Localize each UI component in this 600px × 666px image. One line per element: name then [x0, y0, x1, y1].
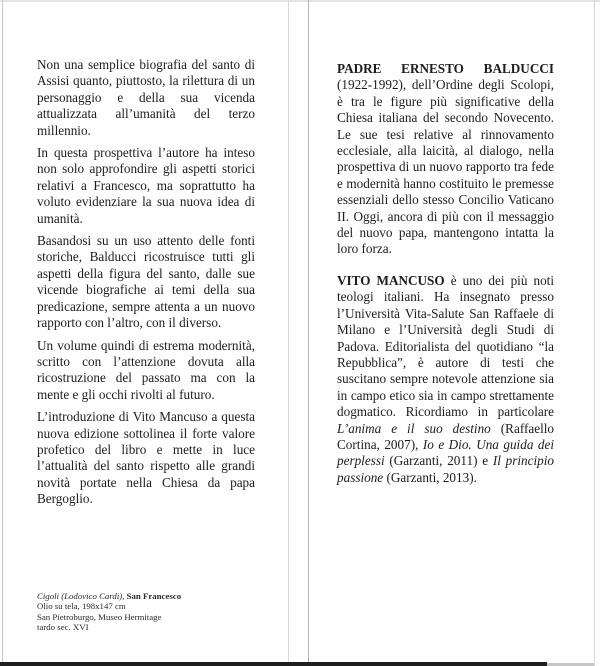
scan-right-edge [594, 0, 595, 666]
scan-bottom-edge-shadow [0, 662, 547, 666]
author-name-mancuso: VITO MANCUSO [337, 272, 445, 288]
book-title: Il principio passione [337, 453, 554, 485]
book-title: L’anima e il suo destino [337, 420, 491, 436]
flap-paragraph: Un volume quindi di estrema modernità, scritto con l’attenzione dovuta alla ricostruzione del passato ma con la mente e gli occhi rivolti al futuro. [37, 337, 255, 402]
bio-text: (Garzanti, 2013). [383, 469, 477, 485]
left-flap-text [37, 57, 255, 514]
caption-artwork-title: San Francesco [126, 591, 182, 601]
caption-location: San Pietroburgo, Museo Hermitage [37, 611, 162, 622]
scan-top-edge [0, 0, 600, 2]
artwork-caption [37, 591, 267, 633]
flap-paragraph: L’introduzione di Vito Mancuso a questa nuova edizione sottolinea il forte valore profetico del libro e mette in luce l’attualità del santo rispetto alle grandi novità portate nella Chiesa da papa Bergoglio. [37, 409, 255, 507]
spine-fold-line-left [288, 0, 289, 666]
book-title: Io e Dio. Una guida dei perplessi [337, 436, 554, 469]
bio-text: (1922-1992), dell’Ordine degli Scolopi, è tra le figure più significative della Chiesa italiana del secondo Novecento. Le sue tesi relative al rinnovamento ecclesiale, alla laicità, al dialogo, nella prospettiva di un nuovo rapporto tra fede e modernità hanno costituito le premesse essenziali dello stesso Concilio Vaticano II. Oggi, ancora di più con il messaggio del nuovo papa, mantengono intatta la loro forza. [337, 77, 554, 257]
bio-text: è uno dei più noti teologi italiani. Ha insegnato presso l’Università Vita-Salute San Raffaele di Milano e l’Università degli Studi di Padova. Editorialista del quotidiano “la Repubblica”, è autore di testi che suscitano sempre notevole attenzione sia in campo etico sia in campo strettamente dogmatico. Ricordiamo in particolare [337, 272, 554, 420]
caption-separator: , [122, 591, 127, 601]
author-bio-balducci [337, 61, 554, 258]
caption-medium: Olio su tela, 198x147 cm [37, 601, 126, 612]
author-name-balducci: PADRE ERNESTO BALDUCCI [337, 61, 554, 76]
scan-left-edge [2, 0, 3, 666]
right-flap-text [337, 61, 554, 501]
flap-paragraph: In questa prospettiva l’autore ha inteso non solo approfondire gli aspetti storici relativi a Francesco, ma soprattutto ha voluto evidenziare la sua nuova idea di umanità. [37, 145, 255, 226]
flap-paragraph: Basandosi su un uso attento delle fonti storiche, Balducci ricostruisce tutti gli aspetti della figura del santo, dalle sue vicende biografiche ai temi della sua predicazione, sempre attenta a un nuovo rapporto con l’altro, con il diverso. [37, 233, 255, 331]
caption-date: tardo sec. XVI [37, 622, 89, 633]
flap-paragraph: Non una semplice biografia del santo di Assisi quanto, piuttosto, la rilettura di un personaggio e della sua vicenda attualizzata all’umanità del terzo millennio. [37, 57, 255, 138]
author-bio-mancuso [337, 273, 554, 486]
bio-text: (Raffaello Cortina, 2007), [337, 420, 554, 452]
bio-text: (Garzanti, 2011) e [384, 453, 493, 469]
caption-artist: Cigoli (Lodovico Cardi) [37, 591, 123, 601]
spine-fold-line-right [308, 0, 309, 666]
caption-artist-title-line [37, 591, 267, 601]
